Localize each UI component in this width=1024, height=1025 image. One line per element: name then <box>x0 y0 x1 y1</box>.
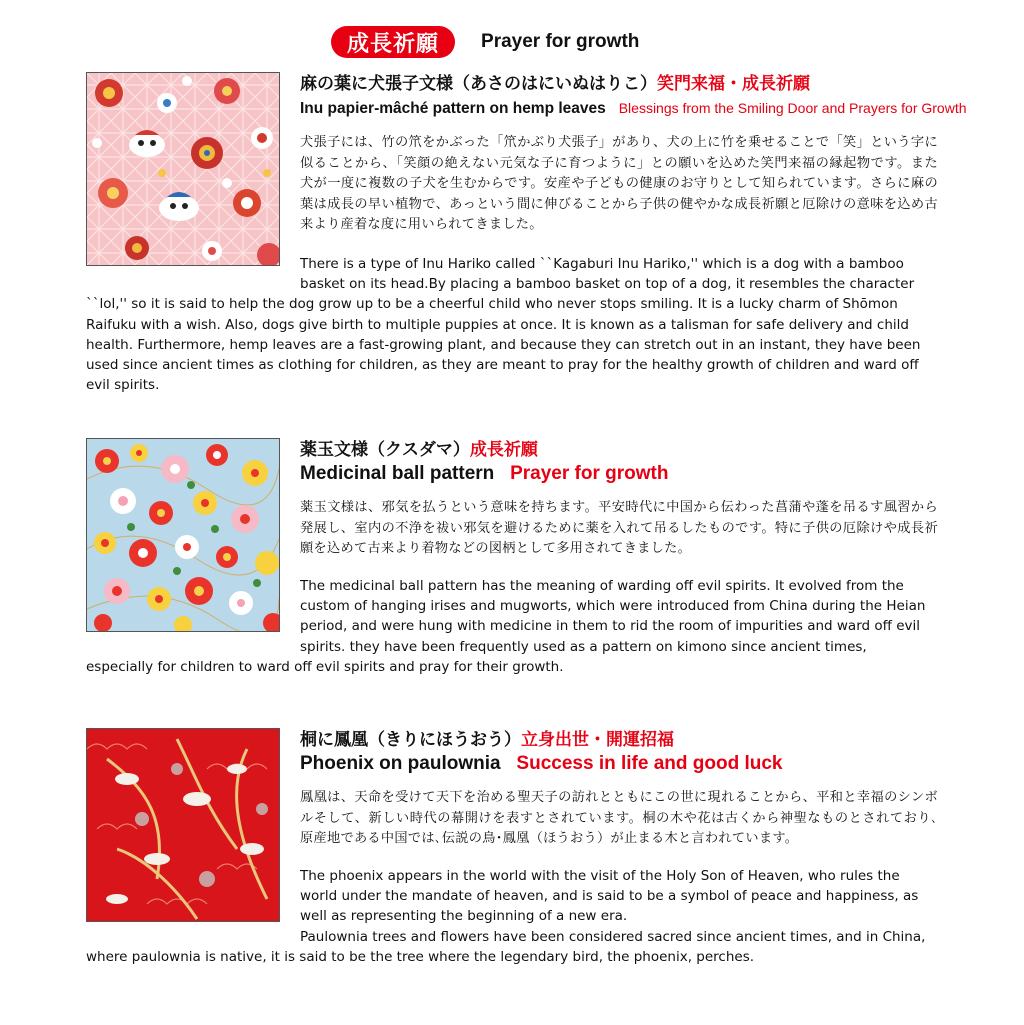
section-title-en <box>300 752 938 776</box>
section-body-jp: 薬玉文様は、邪気を払うという意味を持ちます。平安時代に中国から伝わった菖蒲や蓬を吊るす風習から発展し、室内の不浄を祓い邪気を避けるために薬を入れて吊るしたものです。特に子供の厄除けや成長祈願を込めて古来より着物などの図柄として多用されてきました。 <box>300 500 938 556</box>
title-en-red-text: Success in life and good luck <box>516 753 783 774</box>
hemp-leaves-pattern-image <box>86 72 280 266</box>
title-en-red-text: Prayer for growth <box>510 463 669 484</box>
section-title-jp <box>300 72 938 96</box>
header-en-title: Prayer for growth <box>481 31 640 52</box>
title-en-text: Phoenix on paulownia <box>300 753 501 774</box>
title-jp-red-text: 立身出世・開運招福 <box>521 730 674 750</box>
title-jp-red-text: 成長祈願 <box>469 440 538 460</box>
body-en-text-2: Paulownia trees and flowers have been considered sacred since ancient times, and in China, where paulownia is native, it is said to be the tree where the legendary bird, the phoenix, perches. <box>86 928 926 965</box>
section-title-jp <box>300 728 938 752</box>
section-body-jp: 鳳凰は、天命を受けて天下を治める聖天子の訪れとともにこの世に現れることから、平和と幸福のシンボルそして、新しい時代の幕開けを表すとされています。桐の木や花は古くから神聖なものとされており､原産地である中国では､伝説の鳥･鳳凰（ほうおう）が止まる木と言われています。 <box>300 790 938 846</box>
section-medicinal-ball-body-en <box>86 576 938 677</box>
body-en-text: The medicinal ball pattern has the meaning of warding off evil spirits. It evolved from the custom of hanging irises and mugworts, which were introduced from China during the Heian period, and were hung with medicine in them to rid the room of impurities and ward off evil spirits. they have been frequently used as a pattern on kimono since ancient times, especially for children to ward off evil spirits and pray for their growth. <box>86 578 926 675</box>
section-phoenix-paulownia-body-en <box>86 866 938 967</box>
title-jp-red-text: 笑門来福・成長祈願 <box>657 74 810 94</box>
hemp-dog-pattern-icon <box>87 73 279 265</box>
title-jp-text: 桐に鳳凰（きりにほうおう） <box>300 730 521 750</box>
page-header <box>331 25 639 59</box>
header-jp-badge <box>331 26 455 58</box>
title-en-text: Inu papier-mâché pattern on hemp leaves <box>300 100 606 117</box>
title-en-text: Medicinal ball pattern <box>300 463 495 484</box>
body-en-text: There is a type of Inu Hariko called ``Kagaburi Inu Hariko,'' which is a dog with a bamboo basket on its head.By placing a bamboo basket on top of a dog, it resembles the character ``lol,'' so it is said to help the dog grow up to be a cheerful child who never stops smiling. It is a lucky charm of Shōmon Raifuku with a wish. Also, dogs give birth to multiple puppies at once. It is known as a talisman for safe delivery and child health. Furthermore, hemp leaves are a fast-growing plant, and because they can stretch out in an instant, they have been used since ancient times as clothing for children, as they are meant to pray for the healthy growth of children and ward off evil spirits. <box>86 256 921 394</box>
section-title-en <box>300 462 938 486</box>
title-jp-text: 麻の葉に犬張子文様（あさのはにいぬはりこ） <box>300 74 657 94</box>
section-body-jp: 犬張子には、竹の笊をかぶった「笊かぶり犬張子」があり、犬の上に竹を乗せることで「笑」という字に似ることから、「笑顔の絶えない元気な子に育つように」との願いを込めた笑門来福の縁起物です。また犬が一度に複数の子犬を生むからです。安産や子どもの健康のお守りとして知られています。さらに麻の葉は成長の早い植物で、あっという間に伸びることから子供の健やかな成長祈願と厄除けの意味を込め古来より産着な度に用いられてきました。 <box>300 135 938 232</box>
header-jp-text: 成長祈願 <box>347 30 440 57</box>
title-jp-text: 薬玉文様（クスダマ） <box>300 440 470 460</box>
section-title-jp <box>300 438 938 462</box>
section-hemp-leaves-content <box>300 72 967 236</box>
section-title-en <box>300 96 967 121</box>
section-hemp-leaves-body-en <box>86 254 938 395</box>
section-medicinal-ball-content <box>300 438 938 560</box>
title-en-red-text: Blessings from the Smiling Door and Prayers for Growth <box>618 100 967 116</box>
section-phoenix-paulownia-content <box>300 728 938 850</box>
body-en-text-1: The phoenix appears in the world with the visit of the Holy Son of Heaven, who rules the world under the mandate of heaven, and is said to be a symbol of peace and happiness, as well as representing the beginning of a new era. <box>300 868 919 925</box>
